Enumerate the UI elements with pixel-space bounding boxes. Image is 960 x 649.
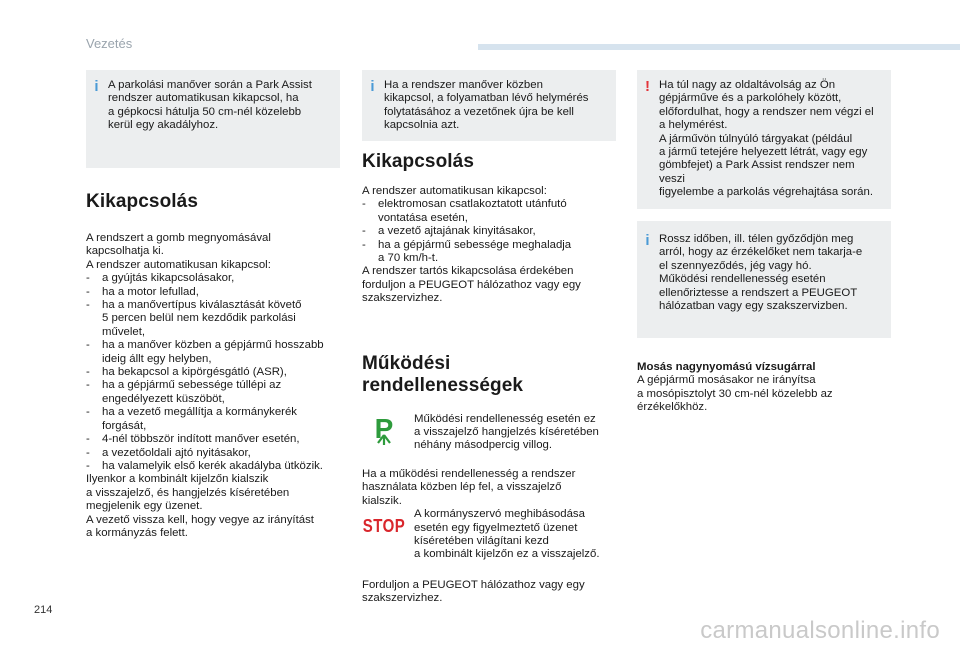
column-1 — [86, 70, 340, 540]
final-text: Forduljon a PEUGEOT hálózathoz vagy egy szakszervizhez. — [362, 578, 585, 605]
svg-text:P: P — [374, 412, 394, 444]
list-item: - a vezető ajtajának kinyitásakor, — [362, 225, 616, 238]
parking-p-glyph — [370, 413, 398, 447]
info-note-text: Ha a rendszer manőver közben kikapcsol, a folyamatban lévő helymérés folytatásához a vezetőnek újra be kell kapcsolnia azt. — [384, 79, 589, 132]
info-note-text: A parkolási manőver során a Park Assist rendszer automatikusan kikapcsol, ha a gépkocsi hátulja 50 cm-nél közelebb kerül egy akadályhoz. — [108, 79, 312, 132]
deactivation-list — [362, 198, 616, 265]
deactivation-list — [86, 272, 340, 473]
list-item: - ha valamelyik első kerék akadályba ütközik. — [86, 460, 340, 473]
list-item: - a gyújtás kikapcsolásakor, — [86, 272, 340, 285]
info-icon: i — [94, 78, 99, 95]
watermark: carmanualsonline.info — [700, 617, 940, 644]
header-bar — [478, 44, 960, 50]
stop-icon-label: STOP — [362, 515, 406, 538]
section-title: Vezetés — [86, 36, 133, 51]
outro-text: A rendszer tartós kikapcsolása érdekében forduljon a PEUGEOT hálózathoz vagy egy szakszervizhez. — [362, 265, 581, 305]
column-3 — [637, 70, 891, 415]
intro-text: A rendszer automatikusan kikapcsol: — [362, 185, 547, 197]
page-number: 214 — [34, 604, 53, 616]
section-heading: Kikapcsolás — [86, 191, 198, 212]
warning-icon: ! — [645, 78, 650, 95]
washing-text: A gépjármű mosásakor ne irányítsa a mosópisztolyt 30 cm-nél közelebb az érzékelőkhöz. — [637, 374, 833, 414]
outro-text: Ilyenkor a kombinált kijelzőn kialszik a visszajelző, és hangjelzés kíséretében megjelenik egy üzenet. A vezető vissza kell, hogy vegye az irányítást a kormányzás felett. — [86, 473, 314, 539]
info-note — [86, 70, 340, 168]
list-item: - ha a vezető megállítja a kormánykerék forgását, — [86, 406, 340, 433]
list-item: - elektromosan csatlakoztatott utánfutó vontatása esetén, — [362, 198, 616, 225]
p-warning-row — [362, 413, 616, 453]
warning-note-text: Ha túl nagy az oldaltávolság az Ön gépjárműve és a parkolóhely között, előfordulhat, hogy a rendszer nem végzi el a helymérést. A járművön túlnyúló tárgyakat (például a jármű tetejére helyezett létrát, vagy egy gömbfejet) a Park Assist rendszer nem veszi figyelembe a parkolás végrehajtása során. — [659, 79, 874, 199]
column-2 — [362, 70, 616, 606]
info-icon: i — [370, 78, 375, 95]
section-heading: Kikapcsolás — [362, 151, 474, 172]
intro-text: A rendszert a gomb megnyomásával kapcsolhatja ki. A rendszer automatikusan kikapcsol: — [86, 232, 271, 271]
p-warning-text: Működési rendellenesség esetén ez a visszajelző hangjelzés kíséretében néhány másodpercig villog. — [414, 412, 599, 452]
info-note — [362, 70, 616, 141]
stop-warning-row — [362, 508, 616, 562]
list-item: - a vezetőoldali ajtó nyitásakor, — [86, 447, 340, 460]
list-item: - 4-nél többször indított manőver esetén, — [86, 433, 340, 446]
list-item: - ha a manővertípus kiválasztását követő 5 percen belül nem kezdődik parkolási művelet, — [86, 299, 340, 339]
washing-title: Mosás nagynyomású vízsugárral — [637, 361, 816, 373]
info-note — [637, 221, 891, 338]
list-item: - ha a manőver közben a gépjármű hosszabb ideig állt egy helyben, — [86, 339, 340, 366]
info-note-text: Rossz időben, ill. télen győződjön meg arról, hogy az érzékelőket nem takarja-e el szennyeződés, jég vagy hó. Működési rendellenesség esetén ellenőriztesse a rendszert a PEUGEOT hálózatban vagy egy szakszervizben. — [659, 233, 863, 313]
malfunction-text: Ha a működési rendellenesség a rendszer használata közben lép fel, a visszajelző kialszik. — [362, 467, 576, 507]
list-item: - ha a motor lefullad, — [86, 286, 340, 299]
stop-icon — [362, 508, 406, 538]
list-item: - ha bekapcsol a kipörgésgátló (ASR), — [86, 366, 340, 379]
list-item: - ha a gépjármű sebessége túllépi az engedélyezett küszöböt, — [86, 379, 340, 406]
parking-p-icon — [362, 413, 406, 447]
warning-note — [637, 70, 891, 209]
list-item: - ha a gépjármű sebessége meghaladja a 70 km/h-t. — [362, 239, 616, 266]
stop-warning-text: A kormányszervó meghibásodása esetén egy figyelmeztető üzenet kíséretében világítani kezd a kombinált kijelzőn ez a visszajelző. — [414, 508, 600, 561]
malfunction-heading: Működési rendellenességek — [362, 352, 524, 396]
info-icon: i — [645, 232, 650, 249]
